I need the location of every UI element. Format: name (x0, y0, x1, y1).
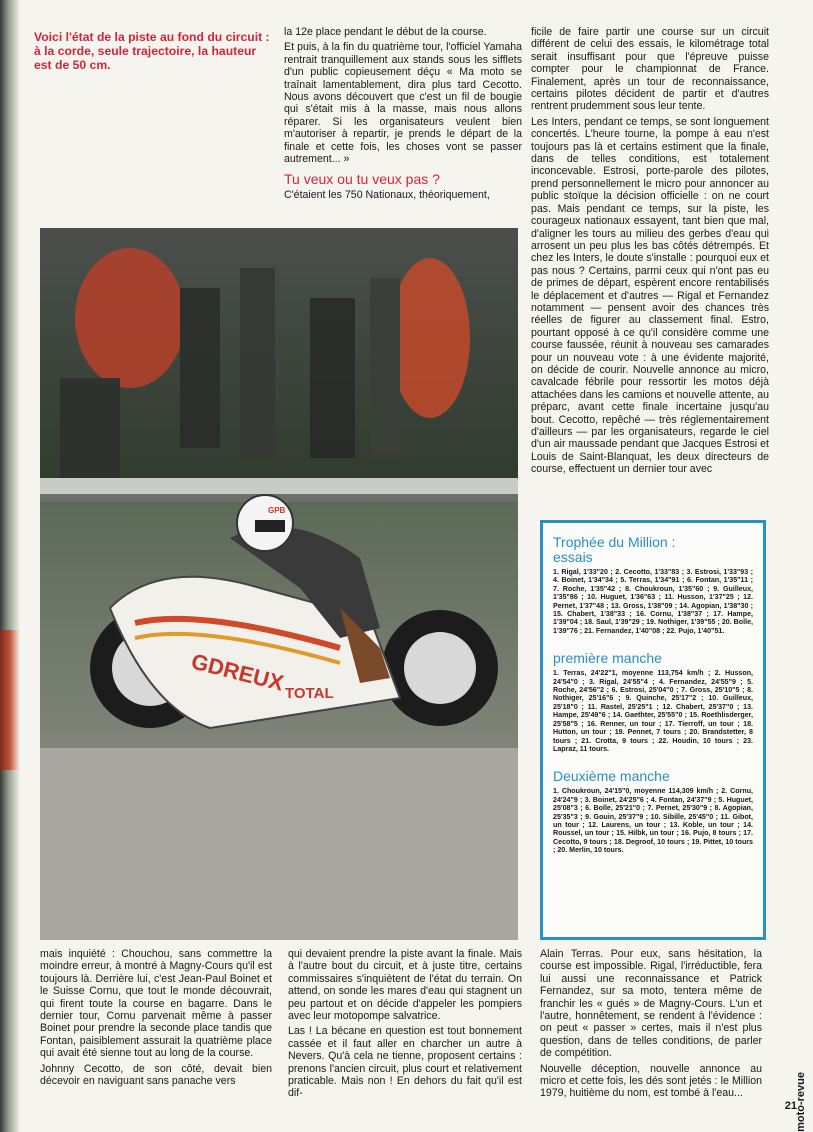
premiere-manche-results: 1. Terras, 24'22"1, moyenne 113,754 km/h ; 2. Husson, 24'54"0 ; 3. Rigal, 24'55"4 ; 4. Fernandez, 24'55"9 ; 5. Roche, 24'56"2 ; 6. Estrosi, 25'04"0 ; 7. Gross, 25'10"5 ; 8. Nothiger, 25'16"6 ; 9. Quinche, 25'17"2 ; 10. Guilleux, 25'18"0 ; 11. Rastel, 25'25"1 ; 12. Chabert, 25'37"0 ; 13. Hampe, 25'49"6 ; 14. Gaethter, 25'55"0 ; 15. Roethlisderger, 25'58"5 ; 16. Renner, un tour ; 17. Tierroff, un tour ; 18. Hutton, un tour ; 19. Pennet, 7 tours ; 20. Brandstetter, 8 tours ; 21. Crotta, 9 tours ; 22. Houdin, 10 tours ; 23. Lapraz, 11 tours. (553, 669, 753, 753)
deuxieme-manche-results: 1. Choukroun, 24'15"0, moyenne 114,309 km/h ; 2. Cornu, 24'24"9 ; 3. Boinet, 24'25"6 ; 4. Fontan, 24'37"9 ; 5. Huguet, 25'08"3 ; 6. Bolle, 25'21"0 ; 7. Pernet, 25'30"9 ; 8. Agopian, 25'35"3 ; 9. Gouin, 25'37"9 ; 10. Sibille, 25'45"0 ; 11. Gibot, un tour ; 12. Laurens, un tour ; 13. Koble, un tour ; 14. Roussel, un tour ; 15. Hilbk, un tour ; 16. Pujo, 8 tours ; 17. Cecotto, 9 tours ; 18. Degroof, 10 tours ; 19. Pittet, 10 tours ; 20. Merlin, 10 tours. (553, 787, 753, 855)
article-bottom-column-3 (540, 948, 762, 1103)
article-column-3 (531, 26, 769, 479)
paragraph: la 12e place pendant le début de la course. (284, 26, 487, 38)
photo-caption: Voici l'état de la piste au fond du circuit : à la corde, seule trajectoire, la hauteur est de 50 cm. (34, 30, 270, 72)
magazine-name: moto-revue (795, 1072, 807, 1132)
paragraph: Las ! La bécane en question est tout bonnement cassée et il faut aller en charcher un autre à Nevers. Qu'à cela ne tienne, proposent certains : prenons l'ancien circuit, plus court et relativement praticable. Mais non ! En dehors du fait qu'il est dif- (288, 1025, 522, 1100)
helmet-sponsor-text: GPB (268, 506, 286, 515)
article-bottom-column-1 (40, 948, 272, 1090)
essais-heading: essais (553, 549, 593, 565)
paragraph: Nouvelle déception, nouvelle annonce au micro et cette fois, les dés sont jetés : le Million 1979, huitième du nom, est tombé à l'eau... (540, 1062, 762, 1100)
results-box (540, 520, 766, 940)
paragraph: ficile de faire partir une course sur un circuit différent de celui des essais, le kilométrage total serait insuffisant pour que l'épreuve puisse compter pour le championnat de France. Finalement, après un tour de reconnaissance, certains pilotes décident de partir et d'autres rentrent prudemment sous leur tente. (531, 26, 769, 113)
page-number: 21 (784, 1100, 797, 1112)
deuxieme-manche-heading: Deuxième manche (553, 768, 670, 785)
paragraph: Johnny Cecotto, de son côté, devait bien décevoir en naviguant sans panache vers (40, 1062, 272, 1088)
paragraph: Et puis, à la fin du quatrième tour, l'officiel Yamaha rentrait tranquillement aux stands sous les sifflets d'un public copieusement déçu « Ma moto se traînait lamentablement, dira plus tard Cecotto. Nous avons découvert que c'est un fil de bougie qui s'était mis à la masse, mais nous allons réparer. Si les organisateurs veulent bien m'autoriser à repartir, je prends le départ de la finale et cette fois, les choses vont se passer autrement... » (284, 41, 522, 166)
tank-sponsor-text: TOTAL (285, 685, 334, 702)
paragraph: qui devaient prendre la piste avant la finale. Mais à l'autre bout du circuit, et à juste titre, certains commissaires s'inquiètent de l'état du terrain. On attend, on sonde les mares d'eau qui stagnent un peu partout et on décide d'appeler les pompiers avec leur motopompe salvatrice. (288, 948, 522, 1023)
paragraph: mais inquiété : Chouchou, sans commettre la moindre erreur, à montré à Magny-Cours qu'il est toujours là. Derrière lui, c'est Jean-Paul Boinet et le Suisse Cornu, que tout le monde découvrait, qui firent toute la course en bagarre. Dans le dernier tour, Cornu parvenait même à passer Boinet pour prendre la seconde place tandis que Fontan, paisiblement assurait la quatrième place qui avait été sienne tout au long de la course. (40, 948, 272, 1060)
page-edge-strip (0, 0, 20, 1132)
fairing-sponsor-text: GDREUX (188, 648, 287, 696)
results-title: Trophée du Million : (553, 534, 676, 550)
motorcycle-photo-illustration (40, 228, 518, 940)
premiere-manche-heading: première manche (553, 650, 662, 667)
paragraph: Les Inters, pendant ce temps, se sont longuement concertés. L'heure tourne, la pompe à eau n'est toujours pas là et certains estiment que la finale, dans de telles conditions, est totalement inconcevable. Estrosi, porte-parole des pilotes, prend personnellement le micro pour annoncer au public stoïque la décision officielle : on ne court pas. Mais pendant ce temps, sur la piste, les courageux nationaux essayent, tant bien que mal, d'aligner les tours au milieu des gerbes d'eau qui arrosent un peu plus les bas côtés détrempés. Et chez les Inters, le doute s'installe : pourquoi eux et pas nous ? Certains, parmi ceux qui n'ont pas eu de primes de départ, espèrent encore rentabilisés le déplacement et d'autres — Rigal et Fernandez notamment — pensent avoir des chances très réelles de figurer au classement final. Estro, pourtant opposé à ce qu'il considère comme une course faussée, réunit à nouveau ses camarades pour un nouveau vote : à une évidente majorité, on décide de courir. Nouvelle annonce au micro, cavalcade fébrile pour ressortir les motos déjà attachées dans les camions et nouvelle attente, au préparc, avant cette finale incertaine jusqu'au bout. Cecotto, repêché — très réglementairement d'ailleurs — par les organisateurs, regarde le ciel d'un air maussade pendant que Jacques Estrosi et Louis de Saint-Blanquat, les deux directeurs de course, effectuent un dernier tour avec (531, 115, 769, 476)
essais-results: 1. Rigal, 1'33"20 ; 2. Cecotto, 1'33"83 ; 3. Estrosi, 1'33"93 ; 4. Boinet, 1'34"34 ; 5. Terras, 1'34"91 ; 6. Fontan, 1'35"11 ; 7. Roche, 1'35"42 ; 8. Choukroun, 1'35"60 ; 9. Guilleux, 1'35"86 ; 10. Huguet, 1'36"63 ; 11. Husson, 1'37"25 ; 12. Pernet, 1'37"48 ; 13. Gross, 1'38"09 ; 14. Agopian, 1'38"30 ; 15. Chabert, 1'38"33 ; 16. Cornu, 1'38"37 ; 17. Hampe, 1'39"04 ; 18. Saul, 1'39"29 ; 19. Nothiger, 1'39"55 ; 20. Bolle, 1'39"76 ; 21. Fernandez, 1'40"08 ; 22. Pujo, 1'40"51. (553, 568, 753, 635)
subheading: Tu veux ou tu veux pas ? (284, 171, 440, 188)
article-column-2-top (284, 26, 522, 204)
edge-red-mark (0, 630, 20, 770)
paragraph: C'étaient les 750 Nationaux, théoriquement, (284, 188, 490, 201)
article-bottom-column-2 (288, 948, 522, 1103)
race-photo (40, 228, 518, 940)
paragraph: Alain Terras. Pour eux, sans hésitation, la course est impossible. Rigal, l'irréductible, fera lui aussi une reconnaissance et Patrick Fernandez, sur sa moto, tentera même de franchir les « gués » de Magny-Cours. L'un et l'autre, honnêtement, se rendent à l'évidence : on peut « passer » certes, mais il n'est plus question, dans de telles conditions, de parler de compétition. (540, 948, 762, 1060)
